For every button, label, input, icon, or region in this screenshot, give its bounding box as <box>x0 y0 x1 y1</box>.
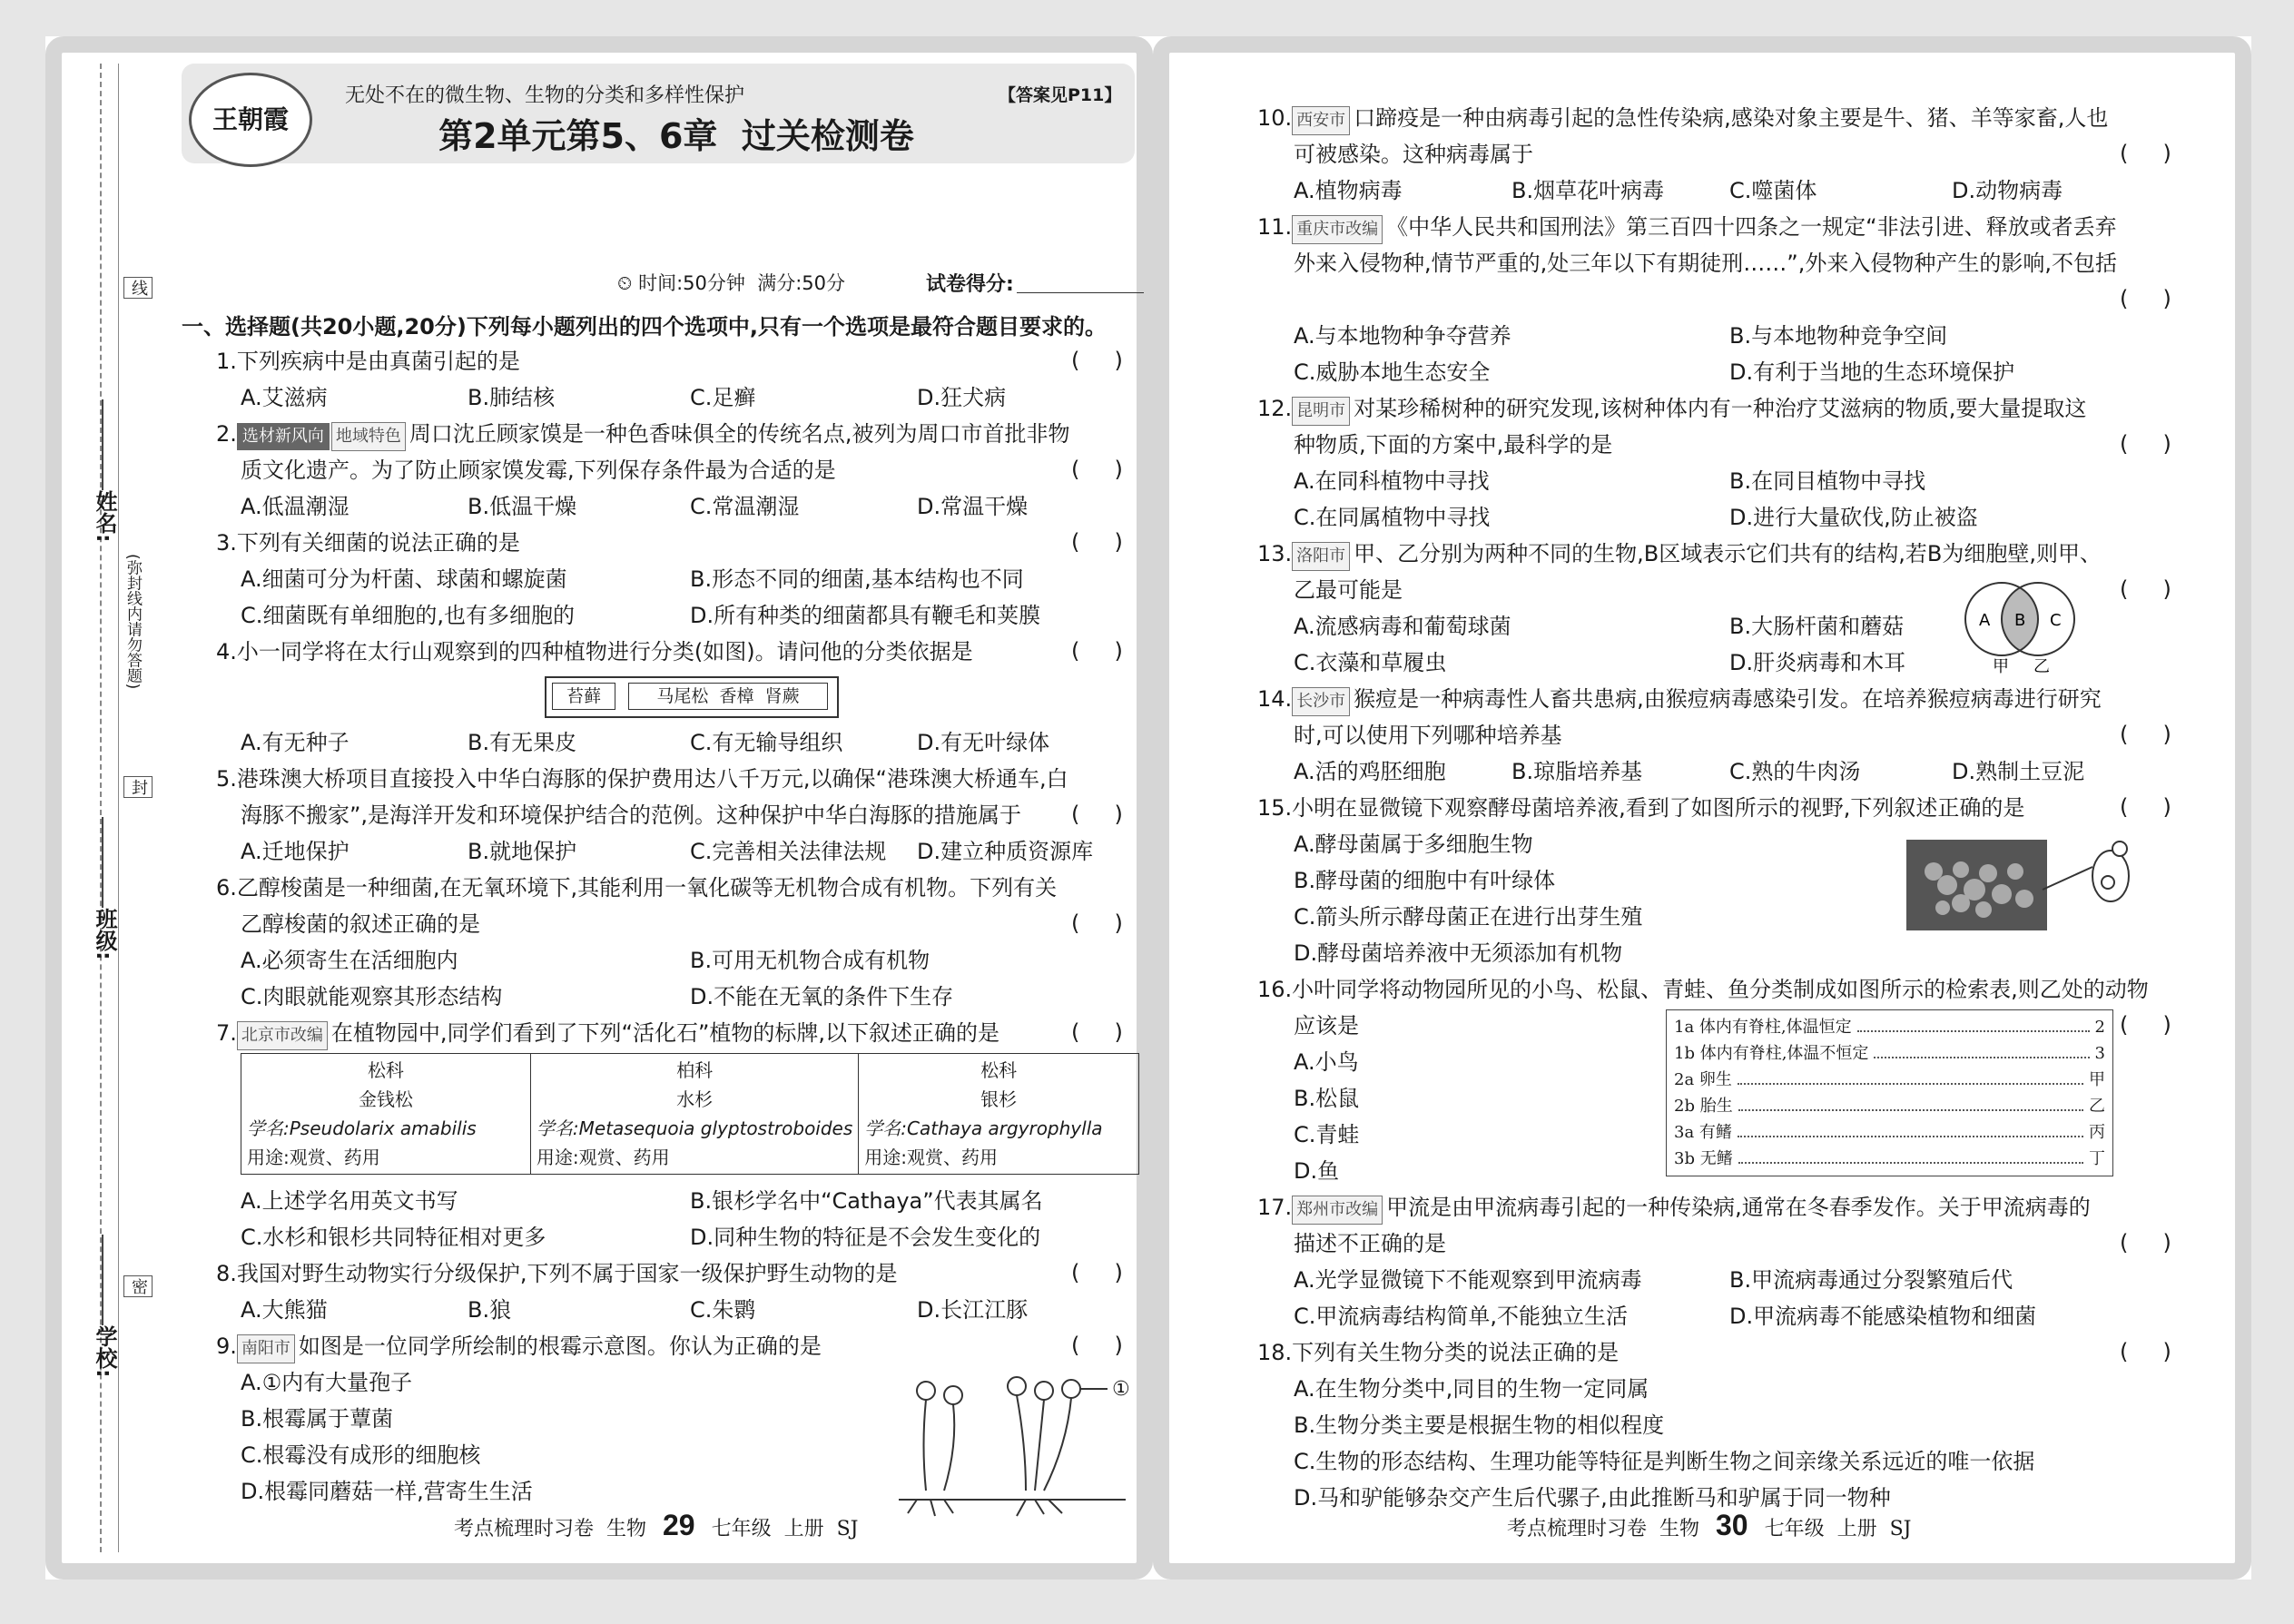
q17-option-d: D.甲流病毒不能感染植物和细菌 <box>1729 1304 2037 1329</box>
q17-answer-blank: ( ) <box>2120 1230 2171 1255</box>
school-label: 学校: <box>92 1325 117 1378</box>
q12-stem: 12. 昆明市 对某珍稀树种的研究发现,该树种体内有一种治疗艾滋病的物质,要大量提取这 <box>1257 395 2086 426</box>
q10-tag: 西安市 <box>1292 106 1350 135</box>
q17-option-c: C.甲流病毒结构简单,不能独立生活 <box>1294 1304 1629 1329</box>
q7-option-d: D.同种生物的特征是不会发生变化的 <box>690 1225 1041 1250</box>
q11-tag: 重庆市改编 <box>1292 215 1383 244</box>
q8-answer-blank: ( ) <box>1071 1260 1123 1285</box>
q1-stem: 1.下列疾病中是由真菌引起的是 <box>216 349 520 374</box>
q6-answer-blank: ( ) <box>1071 910 1123 936</box>
q18-answer-blank: ( ) <box>2120 1339 2171 1364</box>
q9-option-a: A.①内有大量孢子 <box>241 1370 413 1395</box>
q4-answer-blank: ( ) <box>1071 638 1123 664</box>
q13-stem: 13. 洛阳市 甲、乙分别为两种不同的生物,B区域表示它们共有的结构,若B为细胞壁,则甲、 <box>1257 540 2102 571</box>
q18-stem: 18.下列有关生物分类的说法正确的是 <box>1257 1340 1620 1365</box>
q3-stem: 3.下列有关细菌的说法正确的是 <box>216 530 520 556</box>
q13-stem-2: 乙最可能是 <box>1294 577 1403 603</box>
exam-info: ⏲ 时间:50分钟 满分:50分 <box>617 272 846 294</box>
q1-option-c: C.足癣 <box>690 385 756 410</box>
q15-option-b: B.酵母菌的细胞中有叶绿体 <box>1294 868 1556 893</box>
q13-answer-blank: ( ) <box>2120 576 2171 602</box>
q13-option-c: C.衣藻和草履虫 <box>1294 650 1447 675</box>
q8-stem: 8.我国对野生动物实行分级保护,下列不属于国家一级保护野生动物的是 <box>216 1261 898 1286</box>
q17-stem-2: 描述不正确的是 <box>1294 1231 1446 1256</box>
q6-stem-2: 乙醇梭菌的叙述正确的是 <box>241 911 480 937</box>
q14-stem-2: 时,可以使用下列哪种培养基 <box>1294 723 1562 748</box>
q4-group-2: 马尾松 香樟 肾蕨 <box>628 683 828 710</box>
q4-option-d: D.有无叶绿体 <box>917 730 1050 755</box>
q9-label: ① <box>1112 1378 1130 1401</box>
q7-option-b: B.银杉学名中“Cathaya”代表其属名 <box>690 1188 1043 1214</box>
q11-option-b: B.与本地物种竞争空间 <box>1729 323 1948 349</box>
q7-col-3: 松科 银杉 学名:Cathaya argyrophylla 用途:观赏、药用 <box>859 1054 1139 1175</box>
q15-answer-blank: ( ) <box>2120 794 2171 820</box>
q15-stem: 15.小明在显微镜下观察酵母菌培养液,看到了如图所示的视野,下列叙述正确的是 <box>1257 795 2025 821</box>
q13-option-d: D.肝炎病毒和木耳 <box>1729 650 1906 675</box>
q16-option-a: A.小鸟 <box>1294 1049 1359 1075</box>
q16-option-c: C.青蛙 <box>1294 1122 1360 1147</box>
q4-option-c: C.有无输导组织 <box>690 730 843 755</box>
key-row: 1b 体内有脊柱,体温不恒定 3 <box>1674 1040 2105 1067</box>
q7-option-a: A.上述学名用英文书写 <box>241 1188 458 1214</box>
q17-stem: 17. 郑州市改编 甲流是由甲流病毒引起的一种传染病,通常在冬春季发作。关于甲流病毒的 <box>1257 1194 2091 1225</box>
name-line <box>102 399 103 490</box>
q3-option-a: A.细菌可分为杆菌、球菌和螺旋菌 <box>241 566 567 592</box>
q18-option-d: D.马和驴能够杂交产生后代骡子,由此推断马和驴属于同一物种 <box>1294 1485 1891 1511</box>
q7-option-c: C.水杉和银杉共同特征相对更多 <box>241 1225 546 1250</box>
seal-mark-3: 密 <box>123 1275 153 1297</box>
q8-option-b: B.狼 <box>468 1297 512 1323</box>
q2-option-c: C.常温潮湿 <box>690 494 800 519</box>
name-label: 姓名: <box>92 490 117 543</box>
q2-stem: 2. 选材新风向 地域特色 周口沈丘顾家馍是一种色香味俱全的传统名点,被列为周口市首批非物 <box>216 420 1070 451</box>
q12-option-d: D.进行大量砍伐,防止被盗 <box>1729 505 1978 530</box>
q10-stem: 10. 西安市 口蹄疫是一种由病毒引起的急性传染病,感染对象主要是牛、猪、羊等家畜,人也 <box>1257 104 2108 135</box>
answer-reference: 【答案见P11】 <box>999 85 1122 105</box>
q9-option-b: B.根霉属于蕈菌 <box>241 1406 394 1432</box>
q2-option-a: A.低温潮湿 <box>241 494 350 519</box>
q11-option-a: A.与本地物种争夺营养 <box>1294 323 1511 349</box>
q12-tag: 昆明市 <box>1292 397 1350 426</box>
q9-tag: 南阳市 <box>237 1334 295 1363</box>
q6-option-d: D.不能在无氧的条件下生存 <box>690 984 954 1009</box>
seal-mark-1: 线 <box>123 277 153 299</box>
q2-option-d: D.常温干燥 <box>917 494 1029 519</box>
q16-stem-2: 应该是 <box>1294 1013 1359 1038</box>
q2-stem-2: 质文化遗产。为了防止顾家馍发霉,下列保存条件最为合适的是 <box>241 458 836 483</box>
q6-option-b: B.可用无机物合成有机物 <box>690 948 930 973</box>
q14-stem: 14. 长沙市 猴痘是一种病毒性人畜共患病,由猴痘病毒感染引发。在培养猴痘病毒进行研究 <box>1257 685 2102 716</box>
q5-option-d: D.建立种质资源库 <box>917 839 1094 864</box>
venn-label-right: 乙 <box>2033 657 2050 676</box>
score-line <box>1017 292 1144 293</box>
q5-stem: 5.港珠澳大桥项目直接投入中华白海豚的保护费用达八千万元,以确保“港珠澳大桥通车,白 <box>216 766 1068 792</box>
q7-plant-table <box>241 1053 1139 1175</box>
q5-option-b: B.就地保护 <box>468 839 577 864</box>
q11-answer-blank: ( ) <box>2120 286 2171 311</box>
key-row: 2b 胎生 乙 <box>1674 1093 2105 1119</box>
q16-stem: 16.小叶同学将动物园所见的小鸟、松鼠、青蛙、鱼分类制成如图所示的检索表,则乙处的动物 <box>1257 977 2149 1002</box>
seal-note: (弥封线内请勿答题) <box>123 554 142 690</box>
q16-option-b: B.松鼠 <box>1294 1086 1360 1111</box>
q3-option-b: B.形态不同的细菌,基本结构也不同 <box>690 566 1024 592</box>
q1-option-b: B.肺结核 <box>468 385 556 410</box>
q18-option-a: A.在生物分类中,同目的生物一定同属 <box>1294 1376 1649 1402</box>
q18-option-c: C.生物的形态结构、生理功能等特征是判断生物之间亲缘关系远近的唯一依据 <box>1294 1449 2035 1474</box>
q4-classification-diagram <box>545 676 839 718</box>
q18-option-b: B.生物分类主要是根据生物的相似程度 <box>1294 1412 1665 1438</box>
q2-tag-2: 地域特色 <box>331 422 406 451</box>
footer-left: 考点梳理时习卷 生物 29 七年级 上册 SJ <box>454 1509 859 1541</box>
q8-option-d: D.长江江豚 <box>917 1297 1029 1323</box>
q15-option-a: A.酵母菌属于多细胞生物 <box>1294 832 1533 857</box>
q11-option-c: C.威胁本地生态安全 <box>1294 359 1491 385</box>
q3-option-d: D.所有种类的细菌都具有鞭毛和荚膜 <box>690 603 1041 628</box>
q7-stem: 7. 北京市改编 在植物园中,同学们看到了下列“活化石”植物的标牌,以下叙述正确的是 <box>216 1019 999 1050</box>
q9-option-c: C.根霉没有成形的细胞核 <box>241 1442 481 1468</box>
q5-answer-blank: ( ) <box>1071 802 1123 827</box>
q15-option-c: C.箭头所示酵母菌正在进行出芽生殖 <box>1294 904 1643 930</box>
q13-venn-diagram <box>1952 576 2088 676</box>
q3-answer-blank: ( ) <box>1071 529 1123 555</box>
q14-answer-blank: ( ) <box>2120 722 2171 747</box>
q10-option-d: D.动物病毒 <box>1952 178 2063 203</box>
class-label: 班级: <box>92 908 117 960</box>
header-subtitle: 无处不在的微生物、生物的分类和多样性保护 <box>345 84 745 107</box>
q17-tag: 郑州市改编 <box>1292 1196 1383 1225</box>
q4-option-b: B.有无果皮 <box>468 730 577 755</box>
q16-option-d: D.鱼 <box>1294 1158 1340 1184</box>
q12-option-b: B.在同目植物中寻找 <box>1729 468 1926 494</box>
venn-label-c: C <box>2050 611 2062 630</box>
q1-option-d: D.狂犬病 <box>917 385 1007 410</box>
q4-group-1: 苔藓 <box>552 683 615 710</box>
q1-answer-blank: ( ) <box>1071 348 1123 373</box>
q12-option-c: C.在同属植物中寻找 <box>1294 505 1491 530</box>
q5-option-c: C.完善相关法律法规 <box>690 839 887 864</box>
q12-answer-blank: ( ) <box>2120 431 2171 457</box>
q10-stem-2: 可被感染。这种病毒属于 <box>1294 142 1533 167</box>
q6-option-a: A.必须寄生在活细胞内 <box>241 948 458 973</box>
q7-answer-blank: ( ) <box>1071 1019 1123 1045</box>
q14-option-a: A.活的鸡胚细胞 <box>1294 759 1446 784</box>
seal-mark-2: 封 <box>123 776 153 798</box>
q10-answer-blank: ( ) <box>2120 141 2171 166</box>
q7-col-1: 松科 金钱松 学名:Pseudolarix amabilis 用途:观赏、药用 <box>241 1054 531 1175</box>
page-number-left: 29 <box>663 1509 695 1541</box>
page-number-right: 30 <box>1716 1509 1748 1541</box>
q14-option-d: D.熟制土豆泥 <box>1952 759 2085 784</box>
q9-answer-blank: ( ) <box>1071 1333 1123 1358</box>
q2-answer-blank: ( ) <box>1071 457 1123 482</box>
q15-yeast-micrograph <box>1906 835 2142 935</box>
right-page <box>1153 36 2251 1580</box>
q11-stem: 11. 重庆市改编 《中华人民共和国刑法》第三百四十四条之一规定“非法引进、释放或者丢弃 <box>1257 213 2117 244</box>
footer-right: 考点梳理时习卷 生物 30 七年级 上册 SJ <box>1507 1509 1912 1541</box>
section-heading: 一、选择题(共20小题,20分)下列每小题列出的四个选项中,只有一个选项是最符合题目要求的。 <box>182 314 1107 340</box>
q7-tag: 北京市改编 <box>237 1021 328 1050</box>
q14-tag: 长沙市 <box>1292 687 1350 716</box>
q11-option-d: D.有利于当地的生态环境保护 <box>1729 359 2015 385</box>
score-label: 试卷得分: <box>926 273 1014 296</box>
q17-option-b: B.甲流病毒通过分裂繁殖后代 <box>1729 1267 2013 1293</box>
q15-option-d: D.酵母菌培养液中无须添加有机物 <box>1294 940 1623 966</box>
key-row: 1a 体内有脊柱,体温恒定 2 <box>1674 1014 2105 1040</box>
q8-option-a: A.大熊猫 <box>241 1297 328 1323</box>
q16-answer-blank: ( ) <box>2120 1012 2171 1038</box>
q10-option-b: B.烟草花叶病毒 <box>1511 178 1665 203</box>
q11-stem-2: 外来入侵物种,情节严重的,处三年以下有期徒刑……”,外来入侵物种产生的影响,不包括 <box>1294 251 2117 276</box>
q2-tag-1: 选材新风向 <box>237 423 330 450</box>
q5-option-a: A.迁地保护 <box>241 839 350 864</box>
q17-option-a: A.光学显微镜下不能观察到甲流病毒 <box>1294 1267 1642 1293</box>
q8-option-c: C.朱鹮 <box>690 1297 756 1323</box>
q5-stem-2: 海豚不搬家”,是海洋开发和环境保护结合的范例。这种保护中华白海豚的措施属于 <box>241 802 1022 828</box>
venn-label-a: A <box>1979 611 1991 630</box>
q4-option-a: A.有无种子 <box>241 730 350 755</box>
q13-option-b: B.大肠杆菌和蘑菇 <box>1729 614 1905 639</box>
q10-option-a: A.植物病毒 <box>1294 178 1403 203</box>
q3-option-c: C.细菌既有单细胞的,也有多细胞的 <box>241 603 576 628</box>
key-row: 3a 有鳍 丙 <box>1674 1119 2105 1146</box>
school-line <box>102 1235 103 1325</box>
venn-label-left: 甲 <box>1993 657 2009 676</box>
publisher-logo: 王朝霞 <box>189 73 312 167</box>
q13-option-a: A.流感病毒和葡萄球菌 <box>1294 614 1511 639</box>
key-row: 3b 无鳍 丁 <box>1674 1146 2105 1172</box>
q10-option-c: C.噬菌体 <box>1729 178 1817 203</box>
q1-option-a: A.艾滋病 <box>241 385 328 410</box>
left-page <box>45 36 1153 1580</box>
q14-option-c: C.熟的牛肉汤 <box>1729 759 1861 784</box>
q6-option-c: C.肉眼就能观察其形态结构 <box>241 984 503 1009</box>
class-line <box>102 817 103 908</box>
q9-option-d: D.根霉同蘑菇一样,营寄生生活 <box>241 1479 533 1504</box>
clock-icon: ⏲ <box>617 272 633 294</box>
venn-label-b: B <box>2014 611 2026 630</box>
q13-tag: 洛阳市 <box>1292 542 1350 571</box>
rhizopus-diagram <box>890 1363 1144 1518</box>
q2-option-b: B.低温干燥 <box>468 494 577 519</box>
q6-stem: 6.乙醇梭菌是一种细菌,在无氧环境下,其能利用一氧化碳等无机物合成有机物。下列有关 <box>216 875 1058 901</box>
q12-stem-2: 种物质,下面的方案中,最科学的是 <box>1294 432 1613 458</box>
q12-option-a: A.在同科植物中寻找 <box>1294 468 1490 494</box>
page-title: 第2单元第5、6章 过关检测卷 <box>438 116 914 156</box>
key-row: 2a 卵生 甲 <box>1674 1067 2105 1093</box>
q16-dichotomous-key <box>1666 1009 2113 1176</box>
q4-stem: 4.小一同学将在太行山观察到的四种植物进行分类(如图)。请问他的分类依据是 <box>216 639 973 664</box>
q9-stem: 9. 南阳市 如图是一位同学所绘制的根霉示意图。你认为正确的是 <box>216 1333 822 1363</box>
q14-option-b: B.琼脂培养基 <box>1511 759 1643 784</box>
q7-col-2: 柏科 水杉 学名:Metasequoia glyptostroboides 用途:观赏、药用 <box>530 1054 858 1175</box>
